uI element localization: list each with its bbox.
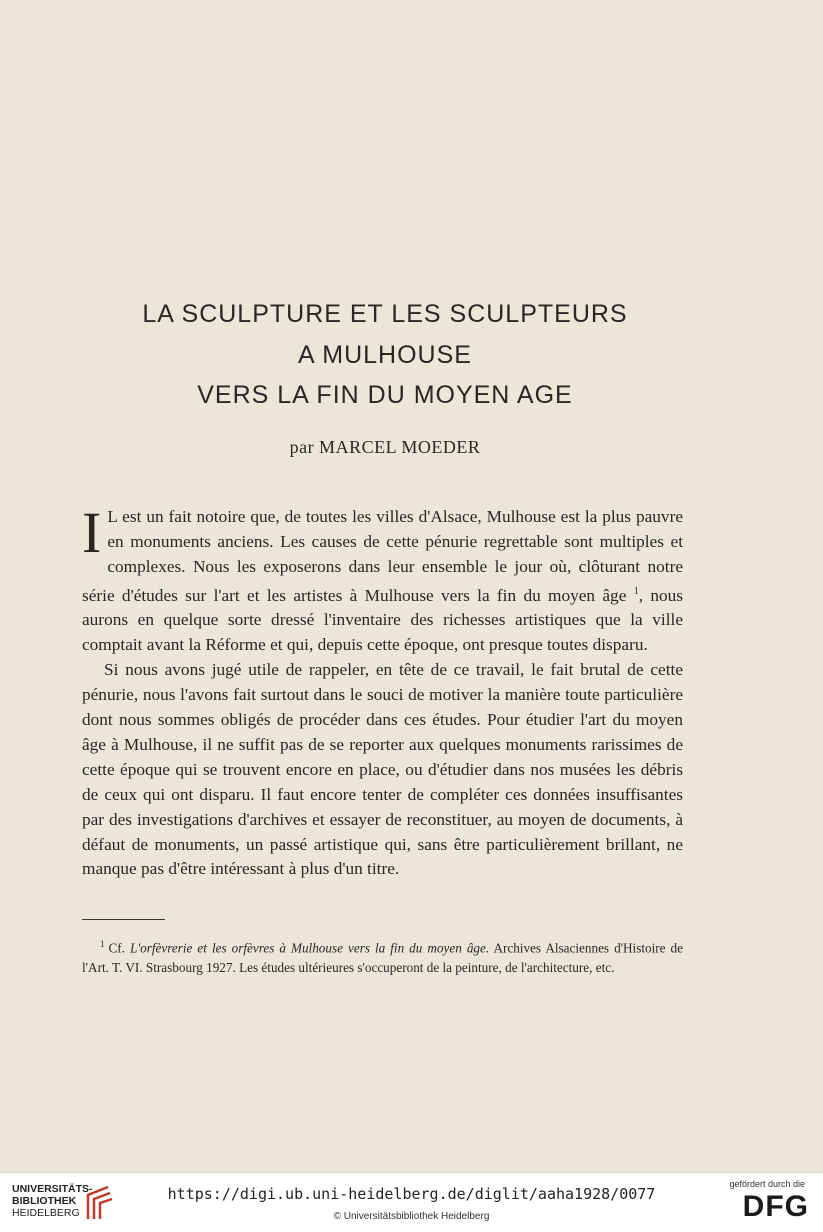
footnote-rest: Archives Alsaciennes d'Histoire de l'Art. T. VI. Strasbourg 1927. Les études ultérieures s'occuperont de la peinture, de l'architecture, etc. — [82, 940, 683, 976]
copyright-notice: © Universitätsbibliothek Heidelberg — [333, 1211, 490, 1222]
article-title-line-3: VERS LA FIN DU MOYEN AGE — [197, 381, 573, 409]
footnote-italic-title: L'orfèvrerie et les orfèvres à Mulhouse vers la fin du moyen âge. — [130, 940, 490, 956]
footnote-reference: 1 — [633, 585, 639, 597]
library-logo-line-3: HEIDELBERG — [12, 1207, 80, 1219]
article-body — [82, 500, 683, 882]
permalink-url[interactable]: https://digi.ub.uni-heidelberg.de/diglit/aaha1928/0077 — [167, 1185, 656, 1203]
viewer-footer — [0, 1172, 823, 1232]
article-title-line-2: A MULHOUSE — [298, 341, 472, 369]
dfg-logo[interactable]: DFG — [742, 1190, 809, 1223]
drop-cap: I — [82, 500, 102, 565]
library-logo-line-2: BIBLIOTHEK — [12, 1195, 77, 1207]
paragraph-1-text: L est un fait notoire que, de toutes les villes d'Alsace, Mulhouse est la plus pauvre en monuments anciens. Les causes de cette pénurie regrettable sont multiples et complexes. Nous les exposerons dans leur ensemble le jour où, clôturant notre série d'études sur l'art et les artistes à Mulhouse vers la fin du moyen âge — [82, 507, 683, 605]
footnote-prefix: Cf. — [108, 940, 130, 956]
article-author: par MARCEL MOEDER — [289, 437, 481, 457]
article-title-line-1: LA SCULPTURE ET LES SCULPTEURS — [142, 300, 628, 328]
funder-label: gefördert durch die — [729, 1179, 805, 1189]
footnote — [82, 934, 683, 978]
paragraph-2: Si nous avons jugé utile de rappeler, en tête de ce travail, le fait brutal de cette pénurie, nous l'avons fait surtout dans le souci de motiver la manière toute particulière dont nous sommes obligés de procéder dans ces études. Pour étudier l'art du moyen âge à Mulhouse, il ne suffit pas de se reporter aux quelques monuments rarissimes de cette époque qui se trouvent encore en place, ou d'étudier dans nos musées les débris de ceux qui ont disparu. Il faut encore tenter de compléter ces données insuffisantes par des investigations d'archives et essayer de reconstituer, au moyen de documents, à défaut de monuments, un passé artistique qui, sans être particulièrement brillant, ne manque pas d'être intéressant à plus d'un titre. — [82, 660, 683, 879]
footnote-number: 1 — [100, 939, 105, 949]
paragraph-1-tail: , nous aurons en quelque sorte dressé l'inventaire des richesses artistiques que la ville comptait avant la Réforme et qui, depuis cette époque, ont presque toutes disparu. — [82, 585, 683, 655]
paragraph-1 — [82, 500, 683, 658]
library-logo-line-1: UNIVERSITÄTS- — [12, 1183, 93, 1195]
footnote-divider — [82, 919, 165, 920]
